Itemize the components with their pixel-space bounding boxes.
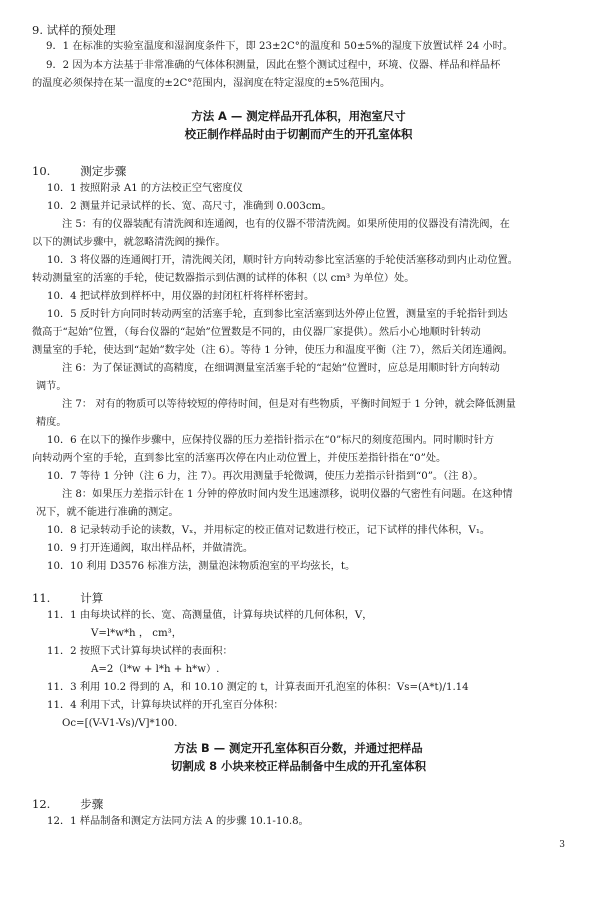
step-10-7: 10．7 等待 1 分钟（注 6 力，注 7）。再次用测量手轮微调，使压力差指示针指到“0”。（注 8）。 <box>47 471 484 482</box>
section-10-title: 测定步骤 <box>80 164 127 178</box>
section-11-number: 11. <box>32 591 51 605</box>
step-10-6-line2: 向转动两个室的手轮，直到参比室的活塞再次停在内止动位置上，并使压差指针指在“0”处。 <box>32 453 447 464</box>
note-5-line2: 以下的测试步骤中，就忽略清洗阀的操作。 <box>32 237 226 248</box>
calc-11-4: 11．4 利用下式，计算每块试样的开孔室百分体积： <box>47 700 284 711</box>
step-10-6-line1: 10．6 在以下的操作步骤中，应保持仪器的压力差指针指示在“0”标尺的刻度范围内。同时顺时针方 <box>47 435 495 446</box>
formula-area: A=2（l*w + l*h + h*w）. <box>91 664 220 675</box>
step-10-8: 10．8 记录转动手论的读数，Vₓ，并用标定的校正值对记数进行校正，记下试样的排代体积，V₁。 <box>47 525 491 536</box>
note-8-line2: 况下，就不能进行准确的测定。 <box>36 507 179 518</box>
section-10-number: 10. <box>32 164 51 178</box>
page-number: 3 <box>559 840 565 850</box>
paragraph-9-2-line2: 的温度必须保持在某一温度的±2C°范围内，湿润度在特定湿度的±5%范围内。 <box>32 78 391 89</box>
step-10-4: 10．4 把试样放到样杯中，用仪器的封闭杠杆将样杯密封。 <box>47 291 315 302</box>
section-10-heading <box>32 163 597 179</box>
paragraph-9-2-line1: 9．2 因为本方法基于非常准确的气体体积测量，因此在整个测试过程中，环境、仪器、样品和样品杯 <box>46 60 501 71</box>
step-10-5-line3: 测量室的手轮，使达到“起始”数字处（注 6）。等待 1 分钟，使压力和温度平衡（注 7），然后关闭连通阀。 <box>32 345 513 356</box>
formula-volume: V=l*w*h ， cm³， <box>91 628 182 639</box>
method-a-title-line2: 校正制作样品时由于切割而产生的开孔室体积 <box>184 127 413 141</box>
method-b-title-line2: 切割成 8 小块来校正样品制备中生成的开孔室体积 <box>170 759 427 773</box>
note-7-line1: 注 7： 对有的物质可以等待较短的停待时间，但是对有些物质，平衡时间短于 1 分钟，就会降低测量 <box>62 399 516 410</box>
step-10-1: 10．1 按照附录 A1 的方法校正空气密度仪 <box>47 183 243 194</box>
step-12-1: 12．1 样品制备和测定方法同方法 A 的步骤 10.1-10.8。 <box>47 816 309 827</box>
section-11-title: 计算 <box>80 591 104 605</box>
method-a-title-line1: 方法 A — 测定样品开孔体积，用泡室尺寸 <box>191 109 406 123</box>
note-5-line1: 注 5：有的仪器装配有清洗阀和连通阀，也有的仪器不带清洗阀。如果所使用的仪器没有清洗阀，在 <box>62 219 510 230</box>
note-8-line1: 注 8：如果压力差指示针在 1 分钟的停放时间内发生迅速漂移，说明仪器的气密性有问题。在这种情 <box>62 489 513 500</box>
step-10-5-line1: 10．5 反时针方向同时转动两室的活塞手轮，直到参比室活塞到达外停止位置，测量室的手轮指针到达 <box>47 309 508 320</box>
step-10-2: 10．2 测量并记录试样的长、宽、高尺寸，准确到 0.003cm。 <box>47 201 332 212</box>
paragraph-9-1: 9．1 在标准的实验室温度和湿润度条件下，即 23±2C°的温度和 50±5%的湿度下放置试样 24 小时。 <box>46 41 514 52</box>
formula-open-cell: Oc=[(V-V1-Vs)/V]*100. <box>62 718 178 729</box>
step-10-5-line2: 微高于“起始”位置，（每台仪器的“起始”位置数是不同的，由仪器厂家提供）。然后小心地顺时针转动 <box>32 327 481 338</box>
step-10-3-line2: 转动测量室的活塞的手轮，使记数器指示到估测的试样的体积（以 cm³ 为单位）处。 <box>32 273 415 284</box>
step-10-9: 10．9 打开连通阀，取出样品杯，并做清洗。 <box>47 543 254 554</box>
step-10-10: 10．10 利用 D3576 标准方法，测量泡沫物质泡室的平均弦长，t。 <box>47 561 356 572</box>
method-b-title-line1: 方法 B — 测定开孔室体积百分数，并通过把样品 <box>174 741 423 755</box>
calc-11-2: 11．2 按照下式计算每块试样的表面积： <box>47 646 233 657</box>
section-12-heading <box>32 796 597 812</box>
section-12-number: 12. <box>32 797 51 811</box>
note-7-line2: 精度。 <box>36 417 67 428</box>
step-10-3-line1: 10．3 将仪器的连通阀打开，清洗阀关闭，顺时针方向转动参比室活塞的手轮使活塞移动到内止动位置。 <box>47 255 518 266</box>
calc-11-3: 11．3 利用 10.2 得到的 A，和 10.10 测定的 t，计算表面开孔泡室的体积：Vs=(A*t)/1.14 <box>47 682 469 693</box>
note-6-line1: 注 6：为了保证测试的高精度，在细调测量室活塞手轮的“起始”位置时，应总是用顺时针方向转动 <box>62 363 500 374</box>
note-6-line2: 调节。 <box>36 381 67 392</box>
section-12-title: 步骤 <box>80 797 104 811</box>
section-9-heading: 9. 试样的预处理 <box>32 23 116 37</box>
section-11-heading <box>32 590 597 606</box>
calc-11-1: 11．1 由每块试样的长、宽、高测量值，计算每块试样的几何体积，V， <box>47 610 373 621</box>
